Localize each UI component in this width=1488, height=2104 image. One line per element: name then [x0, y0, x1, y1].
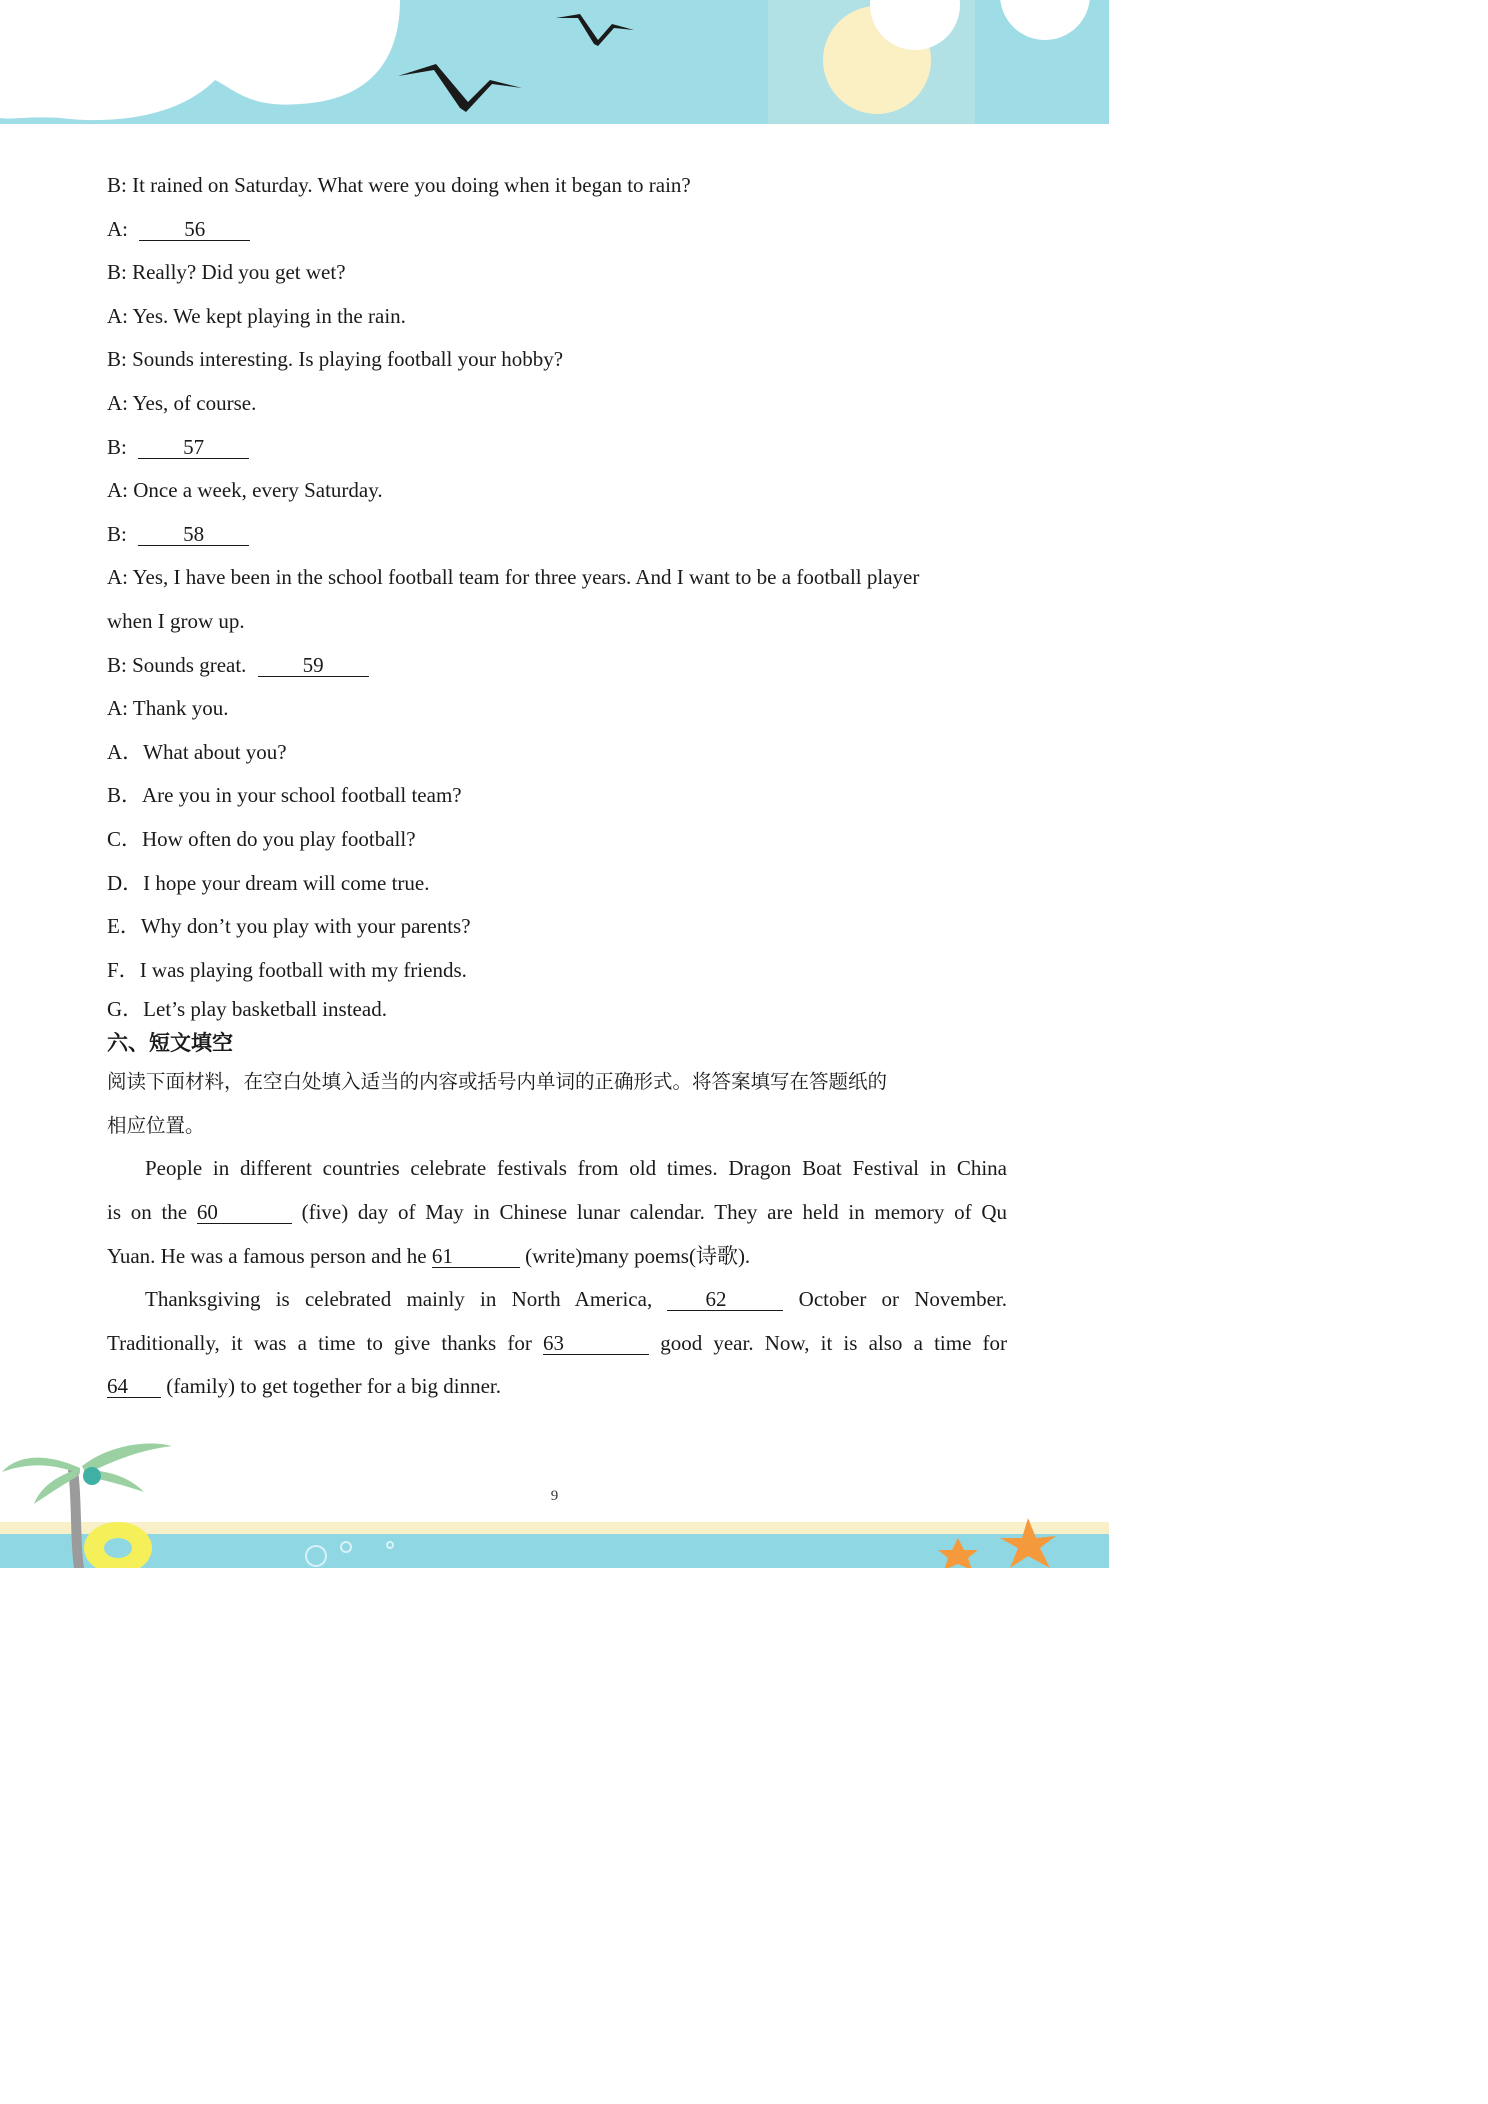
option-item	[107, 818, 1007, 862]
passage-line	[107, 1365, 1007, 1409]
speaker-label: A:	[107, 303, 128, 328]
speaker-label: B:	[107, 652, 127, 677]
speaker-label: A:	[107, 478, 128, 503]
passage-text: (family) to get together for a big dinner.	[166, 1374, 501, 1399]
dialogue-line	[107, 208, 1007, 252]
instruction-line: 相应位置。	[107, 1113, 205, 1137]
passage-line	[107, 1235, 1007, 1279]
answer-blank[interactable]: 62	[667, 1288, 783, 1311]
dialogue-line	[107, 687, 1007, 731]
dialogue-text: Yes, I have been in the school football team for three years. And I want to be a football player	[132, 565, 920, 590]
option-letter: G．	[107, 997, 144, 1022]
passage-line	[107, 1322, 1007, 1366]
option-text: What about you?	[143, 739, 287, 764]
section-instruction	[107, 1060, 1007, 1147]
answer-blank[interactable]: 57	[138, 436, 249, 459]
option-letter: F．	[107, 957, 140, 982]
dialogue-line	[107, 469, 1007, 513]
option-item	[107, 992, 1007, 1026]
dialogue-line	[107, 251, 1007, 295]
passage-text: Thanksgiving is celebrated mainly in North America,	[145, 1287, 653, 1312]
dialogue-text: Sounds interesting. Is playing football your hobby?	[132, 347, 564, 372]
option-text: I hope your dream will come true.	[143, 870, 430, 895]
header-sky-illustration	[0, 0, 1109, 126]
speaker-label: B:	[107, 173, 127, 197]
option-text: I was playing football with my friends.	[139, 957, 467, 982]
answer-blank[interactable]: 59	[258, 654, 369, 677]
option-letter: B．	[107, 783, 143, 808]
answer-blank[interactable]: 64	[107, 1375, 161, 1398]
passage-text: October or November.	[798, 1287, 1007, 1312]
dialogue-line	[107, 164, 1007, 208]
dialogue-line	[107, 513, 1007, 557]
passage-text: Traditionally, it was a time to give thanks for	[107, 1330, 532, 1355]
passage-text: (five) day of May in Chinese lunar calendar. They are held in memory of Qu	[301, 1200, 1008, 1225]
dialogue-line	[107, 556, 1007, 600]
answer-blank[interactable]: 58	[138, 523, 249, 546]
dialogue-text: It rained on Saturday. What were you doing when it began to rain?	[132, 173, 691, 197]
dialogue-line	[107, 382, 1007, 426]
option-item	[107, 949, 1007, 993]
passage-text: Yuan. He was a famous person and he	[107, 1243, 427, 1268]
speaker-label: A:	[107, 390, 128, 415]
dialogue-text: Once a week, every Saturday.	[133, 478, 383, 503]
speaker-label: A:	[107, 216, 128, 241]
dialogue-text: when I grow up.	[107, 608, 245, 633]
speaker-label: A:	[107, 565, 128, 590]
passage-line	[107, 1191, 1007, 1235]
answer-blank[interactable]: 63	[543, 1332, 649, 1355]
speaker-label: A:	[107, 696, 128, 721]
passage-text: (write)many poems(诗歌).	[525, 1243, 751, 1268]
option-letter: A．	[107, 739, 144, 764]
instruction-line: 阅读下面材料，在空白处填入适当的内容或括号内单词的正确形式。将答案填写在答题纸的	[107, 1070, 888, 1094]
dialogue-text: Really? Did you get wet?	[132, 260, 346, 285]
dialogue-line	[107, 644, 1007, 688]
passage-paragraph-1	[107, 1147, 1007, 1191]
option-item	[107, 862, 1007, 906]
option-letter: D．	[107, 870, 144, 895]
passage-text: People in different countries celebrate festivals from old times. Dragon Boat Festival in China	[145, 1156, 1007, 1181]
passage-text: is on the	[107, 1200, 188, 1225]
dialogue-text: Sounds great.	[132, 652, 247, 677]
answer-blank[interactable]: 56	[139, 218, 250, 241]
answer-blank[interactable]: 60	[197, 1201, 292, 1224]
passage-text: good year. Now, it is also a time for	[660, 1330, 1008, 1355]
dialogue-line	[107, 426, 1007, 470]
answer-blank[interactable]: 61	[432, 1245, 520, 1268]
page-content	[107, 164, 1007, 1409]
section-title: 六、短文填空	[107, 1031, 233, 1056]
dialogue-line	[107, 338, 1007, 382]
dialogue-text: Yes. We kept playing in the rain.	[132, 303, 406, 328]
option-item	[107, 905, 1007, 949]
speaker-label: B:	[107, 434, 127, 459]
option-item	[107, 774, 1007, 818]
speaker-label: B:	[107, 347, 127, 372]
dialogue-line	[107, 295, 1007, 339]
option-text: Let’s play basketball instead.	[143, 997, 387, 1022]
speaker-label: B:	[107, 260, 127, 285]
dialogue-text: Yes, of course.	[132, 390, 257, 415]
option-letter: C．	[107, 826, 143, 851]
option-item	[107, 731, 1007, 775]
page-number: 9	[550, 1488, 559, 1504]
speaker-label: B:	[107, 521, 127, 546]
option-text: Why don’t you play with your parents?	[140, 914, 471, 939]
option-text: Are you in your school football team?	[142, 783, 462, 808]
passage-paragraph-2	[107, 1278, 1007, 1322]
dialogue-line	[107, 600, 1007, 644]
dialogue-text: Thank you.	[132, 696, 229, 721]
option-letter: E．	[107, 914, 141, 939]
option-text: How often do you play football?	[142, 826, 416, 851]
